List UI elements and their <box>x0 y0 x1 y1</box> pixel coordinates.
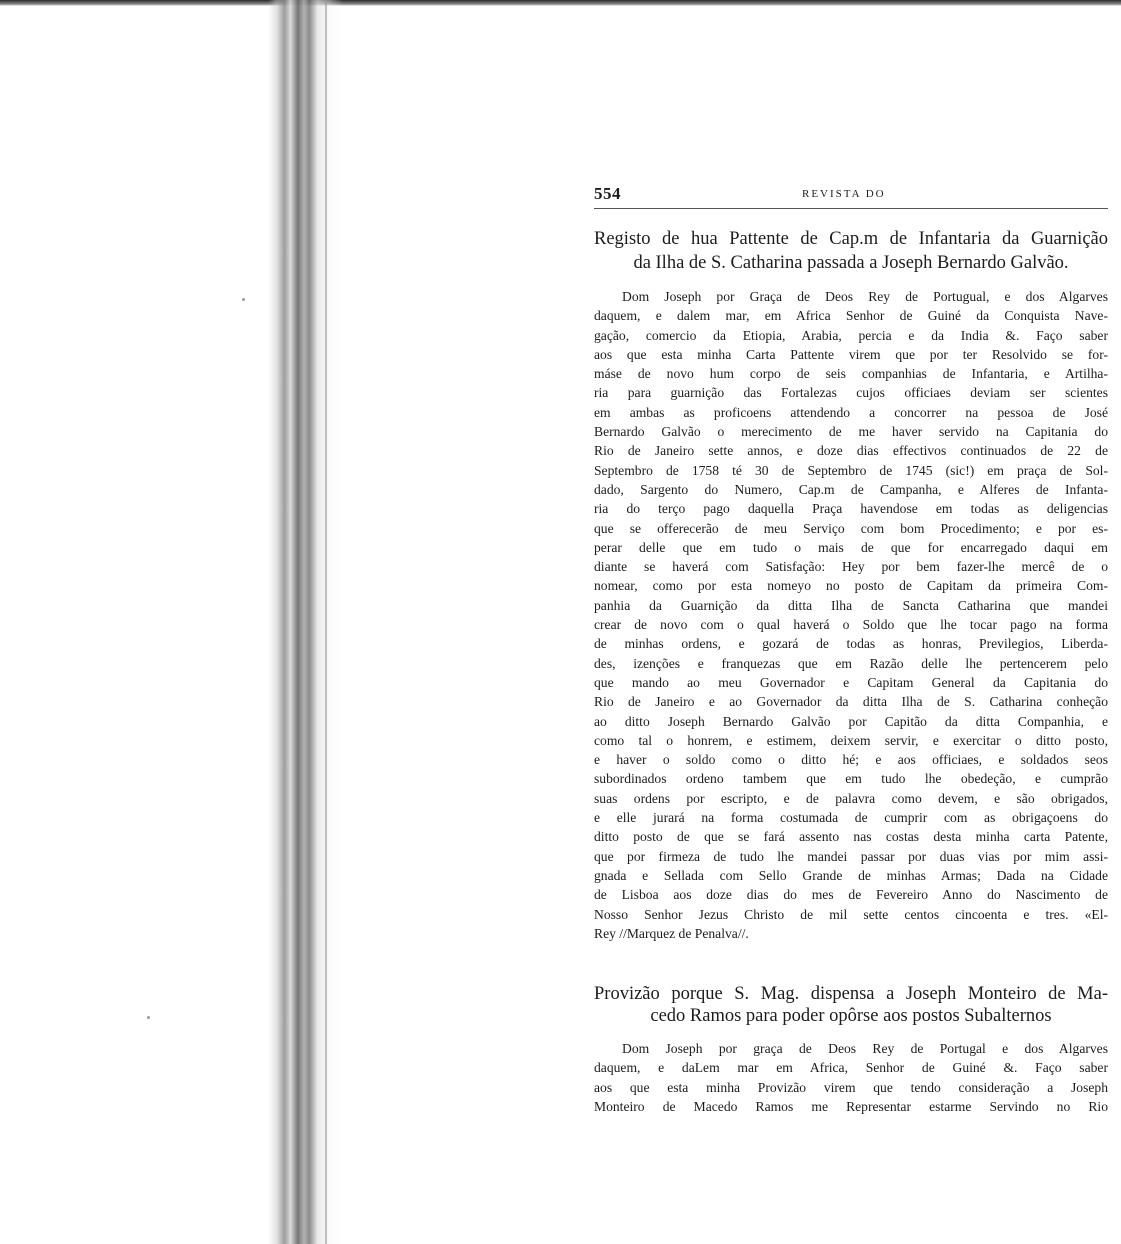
text-line: subordinados ordeno tambem que em tudo lhe obedeção, e cumprão <box>594 771 1108 787</box>
text-line: gação, comercio da Etiopia, Arabia, percia e da India &. Faço saber <box>594 327 1108 343</box>
text-line: crear de novo com o qual haverá o Soldo que lhe tocar pago na forma <box>594 617 1108 633</box>
page-number: 554 <box>594 184 621 203</box>
text-line: Rey //Marquez de Penalva//. <box>594 925 749 941</box>
text-line: des, izenções e franquezas que em Razão delle lhe pertencerem pelo <box>594 655 1108 671</box>
text-line: Septembro de 1758 té 30 de Septembro de 1745 (sic!) em praça de Sol- <box>594 462 1108 478</box>
text-line: nomear, como por esta nomeyo no posto de Capitam da primeira Com- <box>594 578 1108 594</box>
section-1-title <box>594 227 1108 275</box>
text-line: Bernardo Galvão o merecimento de me haver servido na Capitania do <box>594 424 1108 440</box>
running-head <box>594 184 1108 208</box>
text-line: gnada e Sellada com Sello Grande de minhas Armas; Dada na Cidade <box>594 867 1108 883</box>
text-line: Rio de Janeiro sette annos, e doze dias effectivos continuados de 22 de <box>594 443 1108 459</box>
text-line: Dom Joseph por Graça de Deos Rey de Portugual, e dos Algarves <box>622 289 1108 304</box>
text-line: dado, Sargento do Numero, Cap.m de Campanha, e Alferes de Infanta- <box>594 481 1108 497</box>
scan-speck <box>147 1016 150 1019</box>
section-2-title-line: cedo Ramos para poder opôrse aos postos Subalternos <box>650 1006 1052 1027</box>
text-line: que por firmeza de tudo lhe mandei passar por duas vias por mim assi- <box>594 848 1108 864</box>
text-line: Nosso Senhor Jezus Christo de mil sette centos cincoenta e tres. «El- <box>594 906 1108 922</box>
text-line: aos que esta minha Carta Pattente virem que por ter Resolvido se for- <box>594 346 1108 362</box>
text-line: suas ordens por escripto, e de palavra como devem, e são obrigados, <box>594 790 1108 806</box>
section-1-body <box>594 287 1108 943</box>
text-line: como tal o honrem, e estimem, deixem servir, e exercitar o ditto posto, <box>594 732 1108 748</box>
text-line: panhia da Guarnição da ditta Ilha de Sancta Catharina que mandei <box>594 597 1108 613</box>
text-line: perar delle que em tudo o mais de que for encarregado daqui em <box>594 539 1108 555</box>
journal-title: REVISTA DO <box>802 188 886 200</box>
text-line: e elle jurará na forma costumada de cumprir com as obrigaçoens do <box>594 810 1108 826</box>
text-line: que se offerecerão de meu Serviço com bom Procedimento; e por es- <box>594 520 1108 536</box>
text-line: ditto posto de que se fará assento nas costas desta minha carta Patente, <box>594 829 1108 845</box>
section-2-title-line: Provizão porque S. Mag. dispensa a Joseph Monteiro de Ma- <box>594 984 1108 1005</box>
text-line: ria para guarnição das Fortalezas cujos officiaes deviam ser scientes <box>594 385 1108 401</box>
text-line: Monteiro de Macedo Ramos me Representar estarme Servindo no Rio <box>594 1098 1108 1114</box>
book-gutter-shadow <box>268 0 343 1244</box>
text-line: de Lisboa aos doze dias do mes de Fevereiro Anno do Nascimento de <box>594 887 1108 903</box>
text-line: Dom Joseph por graça de Deos Rey de Portugal e dos Algarves <box>622 1041 1108 1057</box>
text-line: máse de novo hum corpo de seis companhias de Infantaria, e Artilha- <box>594 366 1108 382</box>
book-spine-line <box>325 0 327 1244</box>
scan-top-edge <box>0 0 1121 6</box>
text-line: de minhas ordens, e gozará de todas as honras, Previlegios, Liberda- <box>594 636 1108 652</box>
section-1-title-line: Registo de hua Pattente de Cap.m de Infantaria da Guarnição <box>594 229 1108 249</box>
text-line: daquem, e daLem mar em Africa, Senhor de Guiné &. Faço saber <box>594 1060 1108 1076</box>
text-line: que mando ao meu Governador e Capitam General da Capitania do <box>594 674 1108 690</box>
section-1-title-line: da Ilha de S. Catharina passada a Joseph Bernardo Galvão. <box>633 253 1069 273</box>
text-line: ao ditto Joseph Bernardo Galvão por Capitão da ditta Companhia, e <box>594 713 1108 729</box>
book-page <box>594 184 1108 1116</box>
scan-speck <box>242 298 245 301</box>
text-line: em ambas as proficoens attendendo a concorrer na pessoa de José <box>594 404 1108 420</box>
text-line: diante se haverá com Satisfação: Hey por bem fazer-lhe mercê de o <box>594 559 1108 575</box>
text-line: daquem, e dalem mar, em Africa Senhor de Guiné da Conquista Nave- <box>594 308 1108 324</box>
text-line: aos que esta minha Provizão virem que tendo consideração a Joseph <box>594 1079 1108 1095</box>
text-line: e haver o soldo como o ditto hé; e aos officiaes, e soldados seos <box>594 752 1108 768</box>
section-2-body <box>594 1039 1108 1116</box>
text-line: ria do terço pago daquella Praça havendose em todas as deligencias <box>594 501 1108 517</box>
text-line: Rio de Janeiro e ao Governador da ditta Ilha de S. Catharina conheção <box>594 694 1108 710</box>
header-rule <box>594 208 1108 209</box>
section-2-title <box>594 983 1108 1027</box>
